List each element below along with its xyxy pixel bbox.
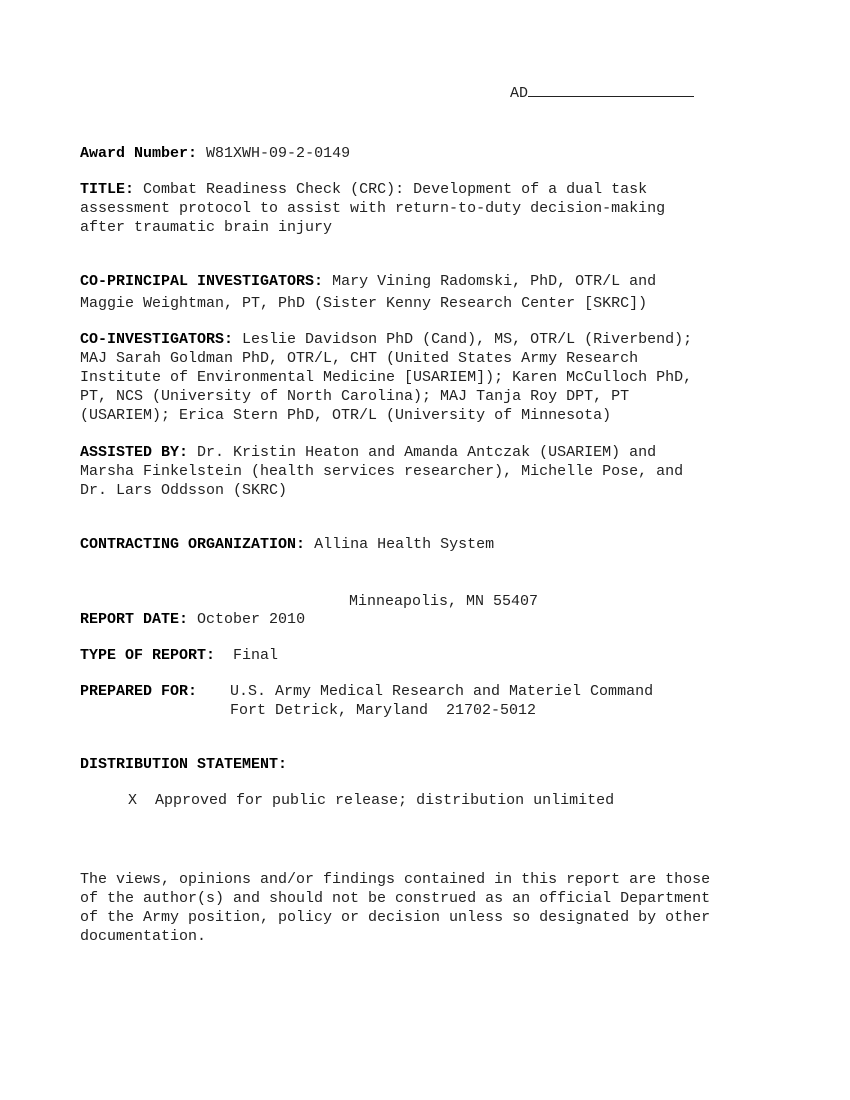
award-number-row xyxy=(80,144,350,163)
title-line-1 xyxy=(80,180,647,199)
prepared-for-label xyxy=(80,682,197,701)
prepared-for-line-2: Fort Detrick, Maryland 21702-5012 xyxy=(230,702,537,719)
co-pi-line-1 xyxy=(80,272,656,291)
contracting-label: CONTRACTING ORGANIZATION: xyxy=(80,536,306,553)
report-type-row xyxy=(80,646,278,665)
co-inv-line-1 xyxy=(80,330,692,349)
assisted-line-2: Marsha Finkelstein (health services researcher), Michelle Pose, and xyxy=(80,463,684,480)
distribution-value: Approved for public release; distribution unlimited xyxy=(155,792,615,809)
co-inv-line-5: (USARIEM); Erica Stern PhD, OTR/L (University of Minnesota) xyxy=(80,407,612,424)
co-pi-line-2: Maggie Weightman, PT, PhD (Sister Kenny Research Center [SKRC]) xyxy=(80,295,648,312)
ad-label: AD xyxy=(510,85,529,102)
report-date-value: October 2010 xyxy=(197,611,306,628)
title-line-2: assessment protocol to assist with return-to-duty decision-making xyxy=(80,200,666,217)
co-pi-label: CO-PRINCIPAL INVESTIGATORS: xyxy=(80,273,324,290)
distribution-label xyxy=(80,755,287,774)
co-inv-label: CO-INVESTIGATORS: xyxy=(80,331,234,348)
distribution-mark: X xyxy=(128,792,138,809)
disclaimer-line-3: of the Army position, policy or decision unless so designated by other xyxy=(80,909,711,926)
report-type-label: TYPE OF REPORT: xyxy=(80,647,216,664)
co-inv-line-4: PT, NCS (University of North Carolina); MAJ Tanja Roy DPT, PT xyxy=(80,388,630,405)
contracting-row xyxy=(80,535,494,554)
contracting-value: Allina Health System xyxy=(314,536,495,553)
co-inv-line-2: MAJ Sarah Goldman PhD, OTR/L, CHT (United States Army Research xyxy=(80,350,639,367)
assisted-line-1 xyxy=(80,443,656,462)
prepared-for-line-1: U.S. Army Medical Research and Materiel Command xyxy=(230,683,654,700)
co-pi-text-1: Mary Vining Radomski, PhD, OTR/L and xyxy=(332,273,657,290)
title-text-1: Combat Readiness Check (CRC): Development of a dual task xyxy=(143,181,648,198)
disclaimer-line-2: of the author(s) and should not be construed as an official Department xyxy=(80,890,711,907)
distribution-label-text: DISTRIBUTION STATEMENT: xyxy=(80,756,288,773)
distribution-row xyxy=(128,791,614,810)
co-inv-line-3: Institute of Environmental Medicine [USARIEM]); Karen McCulloch PhD, xyxy=(80,369,693,386)
co-inv-text-1: Leslie Davidson PhD (Cand), MS, OTR/L (Riverbend); xyxy=(242,331,693,348)
prepared-for-label-text: PREPARED FOR: xyxy=(80,683,198,700)
ad-blank-line xyxy=(528,82,694,97)
report-date-row xyxy=(80,610,305,629)
disclaimer-line-1: The views, opinions and/or findings contained in this report are those xyxy=(80,871,711,888)
assisted-text-1: Dr. Kristin Heaton and Amanda Antczak (USARIEM) and xyxy=(197,444,657,461)
award-number-label: Award Number: xyxy=(80,145,198,162)
title-label: TITLE: xyxy=(80,181,135,198)
report-type-value: Final xyxy=(233,647,279,664)
ad-field xyxy=(510,82,694,102)
contracting-city: Minneapolis, MN 55407 xyxy=(349,593,539,610)
disclaimer-line-4: documentation. xyxy=(80,928,207,945)
award-number-value: W81XWH-09-2-0149 xyxy=(206,145,351,162)
assisted-label: ASSISTED BY: xyxy=(80,444,189,461)
title-line-3: after traumatic brain injury xyxy=(80,219,333,236)
report-date-label: REPORT DATE: xyxy=(80,611,189,628)
assisted-line-3: Dr. Lars Oddsson (SKRC) xyxy=(80,482,288,499)
